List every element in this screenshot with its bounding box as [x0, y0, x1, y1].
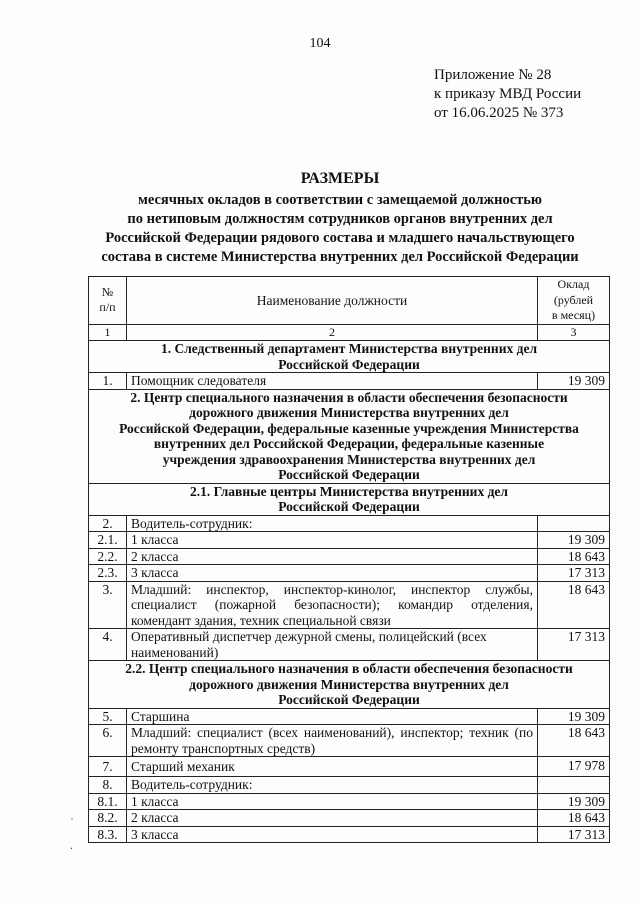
salary-value: 19 309 [538, 532, 610, 549]
column-numbers-row [89, 324, 610, 341]
row-number: 7. [89, 757, 127, 777]
document-subtitle [60, 191, 620, 267]
subtitle-line: месячных окладов в соответствии с замещаемой должностью [137, 192, 543, 208]
section-row [89, 341, 610, 373]
salary-value: 18 643 [538, 548, 610, 565]
row-number: 2.2. [89, 548, 127, 565]
section-row [89, 661, 610, 709]
position-name: 2 класса [127, 548, 538, 565]
row-number: 3. [89, 581, 127, 629]
salary-value: 17 313 [538, 629, 610, 661]
row-number: 8.3. [89, 826, 127, 843]
position-name: Старшина [127, 708, 538, 725]
column-number: 1 [89, 324, 127, 341]
table-row [89, 826, 610, 843]
subsection-heading: 2.2. Центр специального назначения в области обеспечения безопасности дорожного движения Министерства внутренних дел Российской Федерации [89, 661, 610, 709]
salary-value: 19 309 [538, 708, 610, 725]
row-number: 2.3. [89, 565, 127, 582]
position-name: Водитель-сотрудник: [127, 515, 538, 532]
position-name: Водитель-сотрудник: [127, 777, 538, 794]
section-row [89, 389, 610, 483]
position-name: Оперативный диспетчер дежурной смены, полицейский (всех наименований) [127, 629, 538, 661]
row-number: 8.1. [89, 793, 127, 810]
salary-value: 18 643 [538, 581, 610, 629]
row-number: 6. [89, 725, 127, 757]
table-header-row [89, 277, 610, 325]
header-num: № п/п [89, 277, 127, 325]
row-number: 4. [89, 629, 127, 661]
row-number: 2. [89, 515, 127, 532]
scan-mark: . [70, 838, 73, 852]
table-row [89, 548, 610, 565]
table-row [89, 810, 610, 827]
table-row [89, 757, 610, 777]
salary-value: 19 309 [538, 793, 610, 810]
table-row [89, 793, 610, 810]
salary-table [88, 276, 610, 843]
section-heading: 1. Следственный департамент Министерства внутренних дел Российской Федерации [89, 341, 610, 373]
salary-value: 18 643 [538, 810, 610, 827]
salary-value: 19 309 [538, 373, 610, 390]
table-row [89, 629, 610, 661]
salary-value: 17 313 [538, 826, 610, 843]
appendix-line: к приказу МВД России [434, 86, 582, 102]
position-name: 1 класса [127, 793, 538, 810]
row-number: 1. [89, 373, 127, 390]
row-number: 8. [89, 777, 127, 794]
header-position: Наименование должности [127, 277, 538, 325]
appendix-line: Приложение № 28 [434, 67, 552, 83]
table-row [89, 581, 610, 629]
section-heading: 2. Центр специального назначения в области обеспечения безопасности дорожного движения Министерства внутренних дел Российской Федерации, федеральные казенные учреждения Министерства внутренних дел Российской Федерации, федеральные казенные учреждения здравоохранения Министерства внутренних дел Российской Федерации [89, 389, 610, 483]
position-name: 2 класса [127, 810, 538, 827]
salary-value: 17 313 [538, 565, 610, 582]
position-name: 3 класса [127, 826, 538, 843]
column-number: 2 [127, 324, 538, 341]
appendix-line: от 16.06.2025 № 373 [434, 105, 564, 121]
subtitle-line: Российской Федерации рядового состава и младшего начальствующего [105, 230, 575, 246]
row-number: 2.1. [89, 532, 127, 549]
table-row [89, 532, 610, 549]
subtitle-line: состава в системе Министерства внутренних дел Российской Федерации [101, 249, 579, 265]
table-row [89, 725, 610, 757]
salary-value [538, 515, 610, 532]
position-name: Помощник следователя [127, 373, 538, 390]
document-title: РАЗМЕРЫ [300, 170, 380, 187]
table-row [89, 565, 610, 582]
table-row [89, 777, 610, 794]
section-row [89, 483, 610, 515]
table-row [89, 373, 610, 390]
salary-value: 17 978 [538, 757, 610, 777]
header-salary: Оклад (рублей в месяц) [538, 277, 610, 325]
row-number: 5. [89, 708, 127, 725]
column-number: 3 [538, 324, 610, 341]
scan-mark: ˙ [70, 815, 74, 829]
appendix-reference [434, 66, 581, 123]
position-name: Старший механик [127, 757, 538, 777]
salary-value [538, 777, 610, 794]
table-row [89, 708, 610, 725]
page-number: 104 [309, 36, 331, 51]
position-name: Младший: инспектор, инспектор-кинолог, инспектор службы, специалист (пожарной безопасности); командир отделения, комендант здания, техник специальной связи [127, 581, 538, 629]
subsection-heading: 2.1. Главные центры Министерства внутренних дел Российской Федерации [89, 483, 610, 515]
position-name: 1 класса [127, 532, 538, 549]
position-name: Младший: специалист (всех наименований), инспектор; техник (по ремонту транспортных средств) [127, 725, 538, 757]
salary-value: 18 643 [538, 725, 610, 757]
row-number: 8.2. [89, 810, 127, 827]
table-row [89, 515, 610, 532]
position-name: 3 класса [127, 565, 538, 582]
subtitle-line: по нетиповым должностям сотрудников органов внутренних дел [127, 211, 553, 227]
